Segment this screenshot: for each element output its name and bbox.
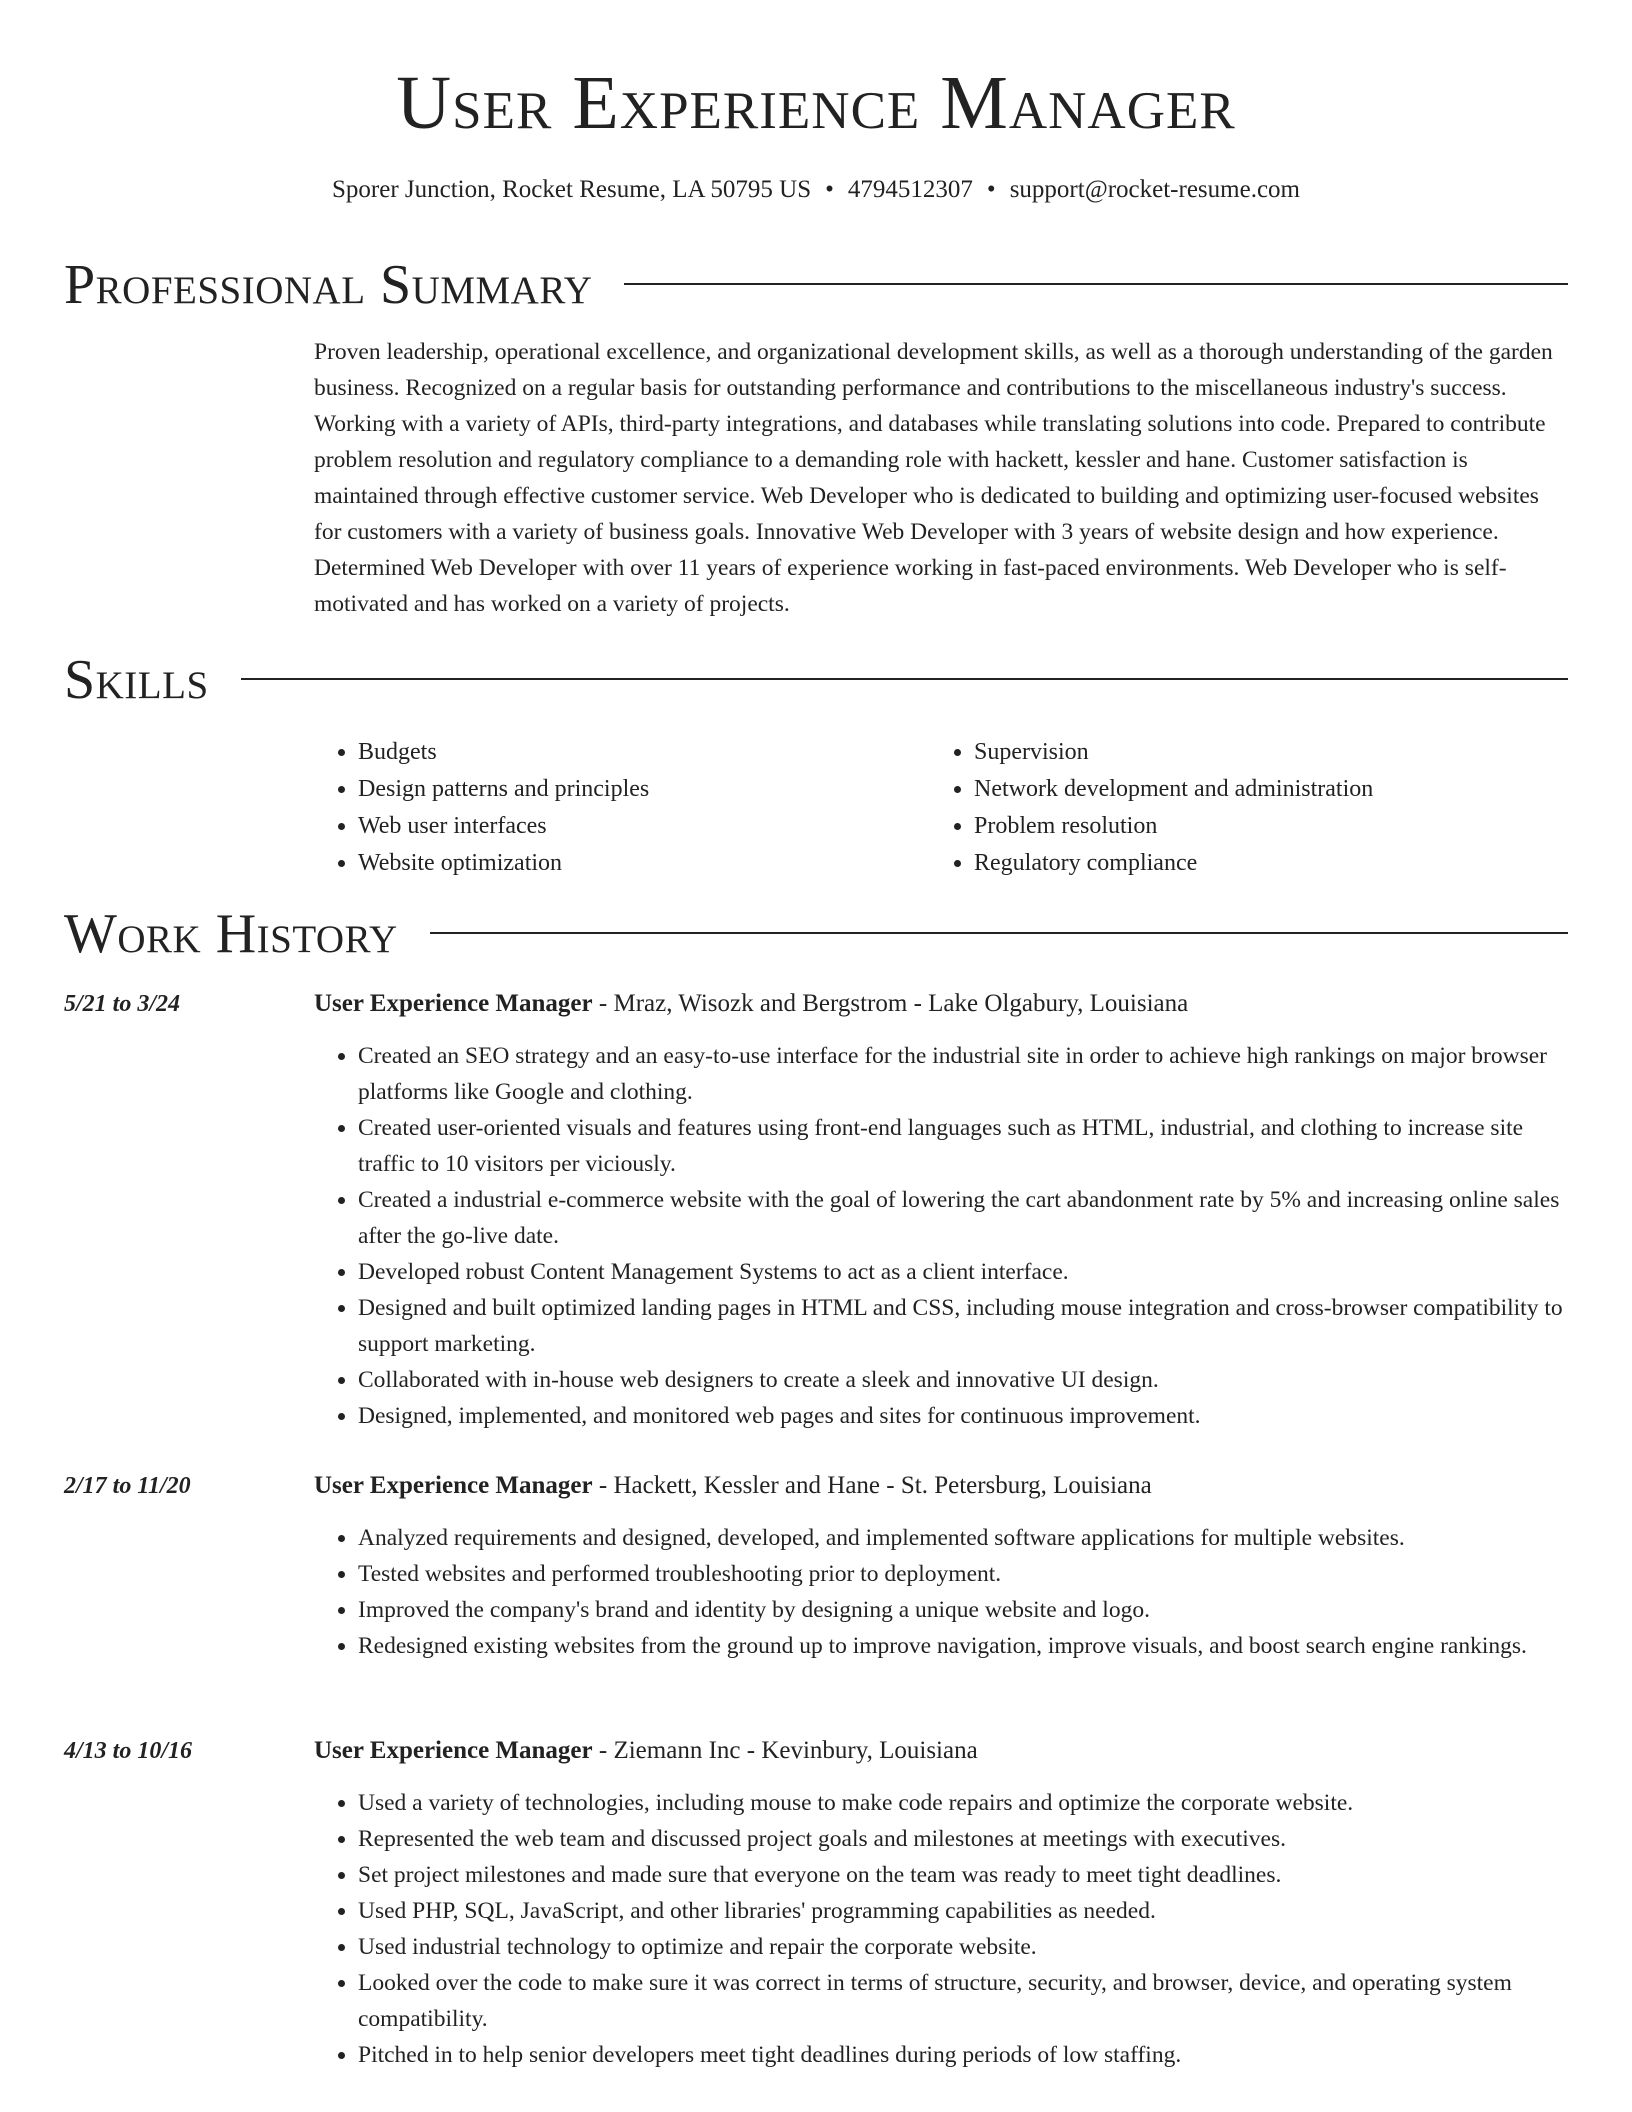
- job-dates: 2/17 to 11/20: [64, 1473, 191, 1499]
- job-company-location: - Ziemann Inc - Kevinbury, Louisiana: [592, 1737, 978, 1764]
- skill-item: • Problem resolution: [974, 808, 1546, 845]
- job-title: User Experience Manager: [314, 990, 593, 1017]
- job-bullet: • Created an SEO strategy and an easy-to-use interface for the industrial site in order to achieve high rankings on major browser platforms like Google and clothing.: [358, 1038, 1568, 1110]
- job-dates: 5/21 to 3/24: [64, 991, 181, 1017]
- job-title-line: [314, 1733, 978, 1769]
- section-divider: [430, 932, 1568, 934]
- job-bullet: • Pitched in to help senior developers meet tight deadlines during periods of low staffing.: [358, 2037, 1568, 2073]
- skill-item: • Regulatory compliance: [974, 845, 1546, 882]
- job-bullet: • Used industrial technology to optimize and repair the corporate website.: [358, 1929, 1568, 1965]
- job-company-location: - Mraz, Wisozk and Bergstrom - Lake Olgabury, Louisiana: [592, 990, 1189, 1017]
- work-section-header: [64, 899, 1568, 969]
- skills-column-left: [314, 734, 930, 882]
- skills-list: [314, 734, 1568, 882]
- contact-separator: •: [986, 176, 996, 203]
- job-company-location: - Hackett, Kessler and Hane - St. Petersburg, Louisiana: [592, 1472, 1152, 1499]
- contact-line: [64, 172, 1568, 208]
- section-divider: [241, 678, 1568, 680]
- job-title: User Experience Manager: [314, 1472, 593, 1499]
- job-bullet: • Created a industrial e-commerce website with the goal of lowering the cart abandonment rate by 5% and increasing online sales after the go-live date.: [358, 1182, 1568, 1254]
- job-bullet: • Developed robust Content Management Systems to act as a client interface.: [358, 1254, 1568, 1290]
- job-bullet: • Used a variety of technologies, including mouse to make code repairs and optimize the corporate website.: [358, 1785, 1568, 1821]
- job-bullet: • Analyzed requirements and designed, developed, and implemented software applications for multiple websites.: [358, 1520, 1568, 1556]
- job-bullets: [314, 1520, 1568, 1664]
- contact-address: Sporer Junction, Rocket Resume, LA 50795 US: [332, 176, 812, 203]
- summary-heading: Professional Summary: [64, 254, 593, 316]
- job-bullets: [314, 1038, 1568, 1434]
- skill-item: • Website optimization: [358, 845, 930, 882]
- skill-item: • Web user interfaces: [358, 808, 930, 845]
- job-bullets: [314, 1785, 1568, 2073]
- work-heading: Work History: [64, 903, 398, 965]
- job-bullet: • Looked over the code to make sure it was correct in terms of structure, security, and browser, device, and operating system compatibility.: [358, 1965, 1568, 2037]
- skill-item: • Budgets: [358, 734, 930, 771]
- skill-item: • Design patterns and principles: [358, 771, 930, 808]
- job-bullet: • Represented the web team and discussed project goals and milestones at meetings with executives.: [358, 1821, 1568, 1857]
- skill-item: • Network development and administration: [974, 771, 1546, 808]
- job-bullet: • Designed and built optimized landing pages in HTML and CSS, including mouse integration and cross-browser compatibility to support marketing.: [358, 1290, 1568, 1362]
- job-bullet: • Created user-oriented visuals and features using front-end languages such as HTML, industrial, and clothing to increase site traffic to 10 visitors per viciously.: [358, 1110, 1568, 1182]
- job-bullet: • Collaborated with in-house web designers to create a sleek and innovative UI design.: [358, 1362, 1568, 1398]
- job-title: User Experience Manager: [314, 1737, 593, 1764]
- skills-column-right: [930, 734, 1546, 882]
- job-bullet: • Set project milestones and made sure that everyone on the team was ready to meet tight deadlines.: [358, 1857, 1568, 1893]
- summary-section-header: [64, 250, 1568, 320]
- job-title-line: [314, 986, 1188, 1022]
- contact-separator: •: [825, 176, 834, 203]
- job-bullet: • Improved the company's brand and identity by designing a unique website and logo.: [358, 1592, 1568, 1628]
- job-bullet: • Redesigned existing websites from the ground up to improve navigation, improve visuals, and boost search engine rankings.: [358, 1628, 1568, 1664]
- job-title-line: [314, 1468, 1152, 1504]
- skill-item: • Supervision: [974, 734, 1546, 771]
- contact-email: support@rocket-resume.com: [1009, 176, 1300, 203]
- job-bullet: • Used PHP, SQL, JavaScript, and other libraries' programming capabilities as needed.: [358, 1893, 1568, 1929]
- contact-phone: 4794512307: [847, 176, 973, 203]
- skills-section-header: [64, 645, 1568, 715]
- section-divider: [624, 283, 1568, 285]
- summary-text: Proven leadership, operational excellence, and organizational development skills, as well as a thorough understanding of the garden business. Recognized on a regular basis for outstanding performance and contributions to the miscellaneous industry's success. Working with a variety of APIs, third-party integrations, and databases while translating solutions into code. Prepared to contribute problem resolution and regulatory compliance to a demanding role with hackett, kessler and hane. Customer satisfaction is maintained through effective customer service. Web Developer who is dedicated to building and optimizing user-focused websites for customers with a variety of business goals. Innovative Web Developer with 3 years of website design and how experience. Determined Web Developer with over 11 years of experience working in fast-paced environments. Web Developer who is self-motivated and has worked on a variety of projects.: [314, 339, 1553, 617]
- job-bullet: • Designed, implemented, and monitored web pages and sites for continuous improvement.: [358, 1398, 1568, 1434]
- job-dates: 4/13 to 10/16: [64, 1738, 193, 1764]
- candidate-name: User Experience Manager: [396, 61, 1236, 145]
- job-bullet: • Tested websites and performed troubleshooting prior to deployment.: [358, 1556, 1568, 1592]
- skills-heading: Skills: [64, 649, 209, 711]
